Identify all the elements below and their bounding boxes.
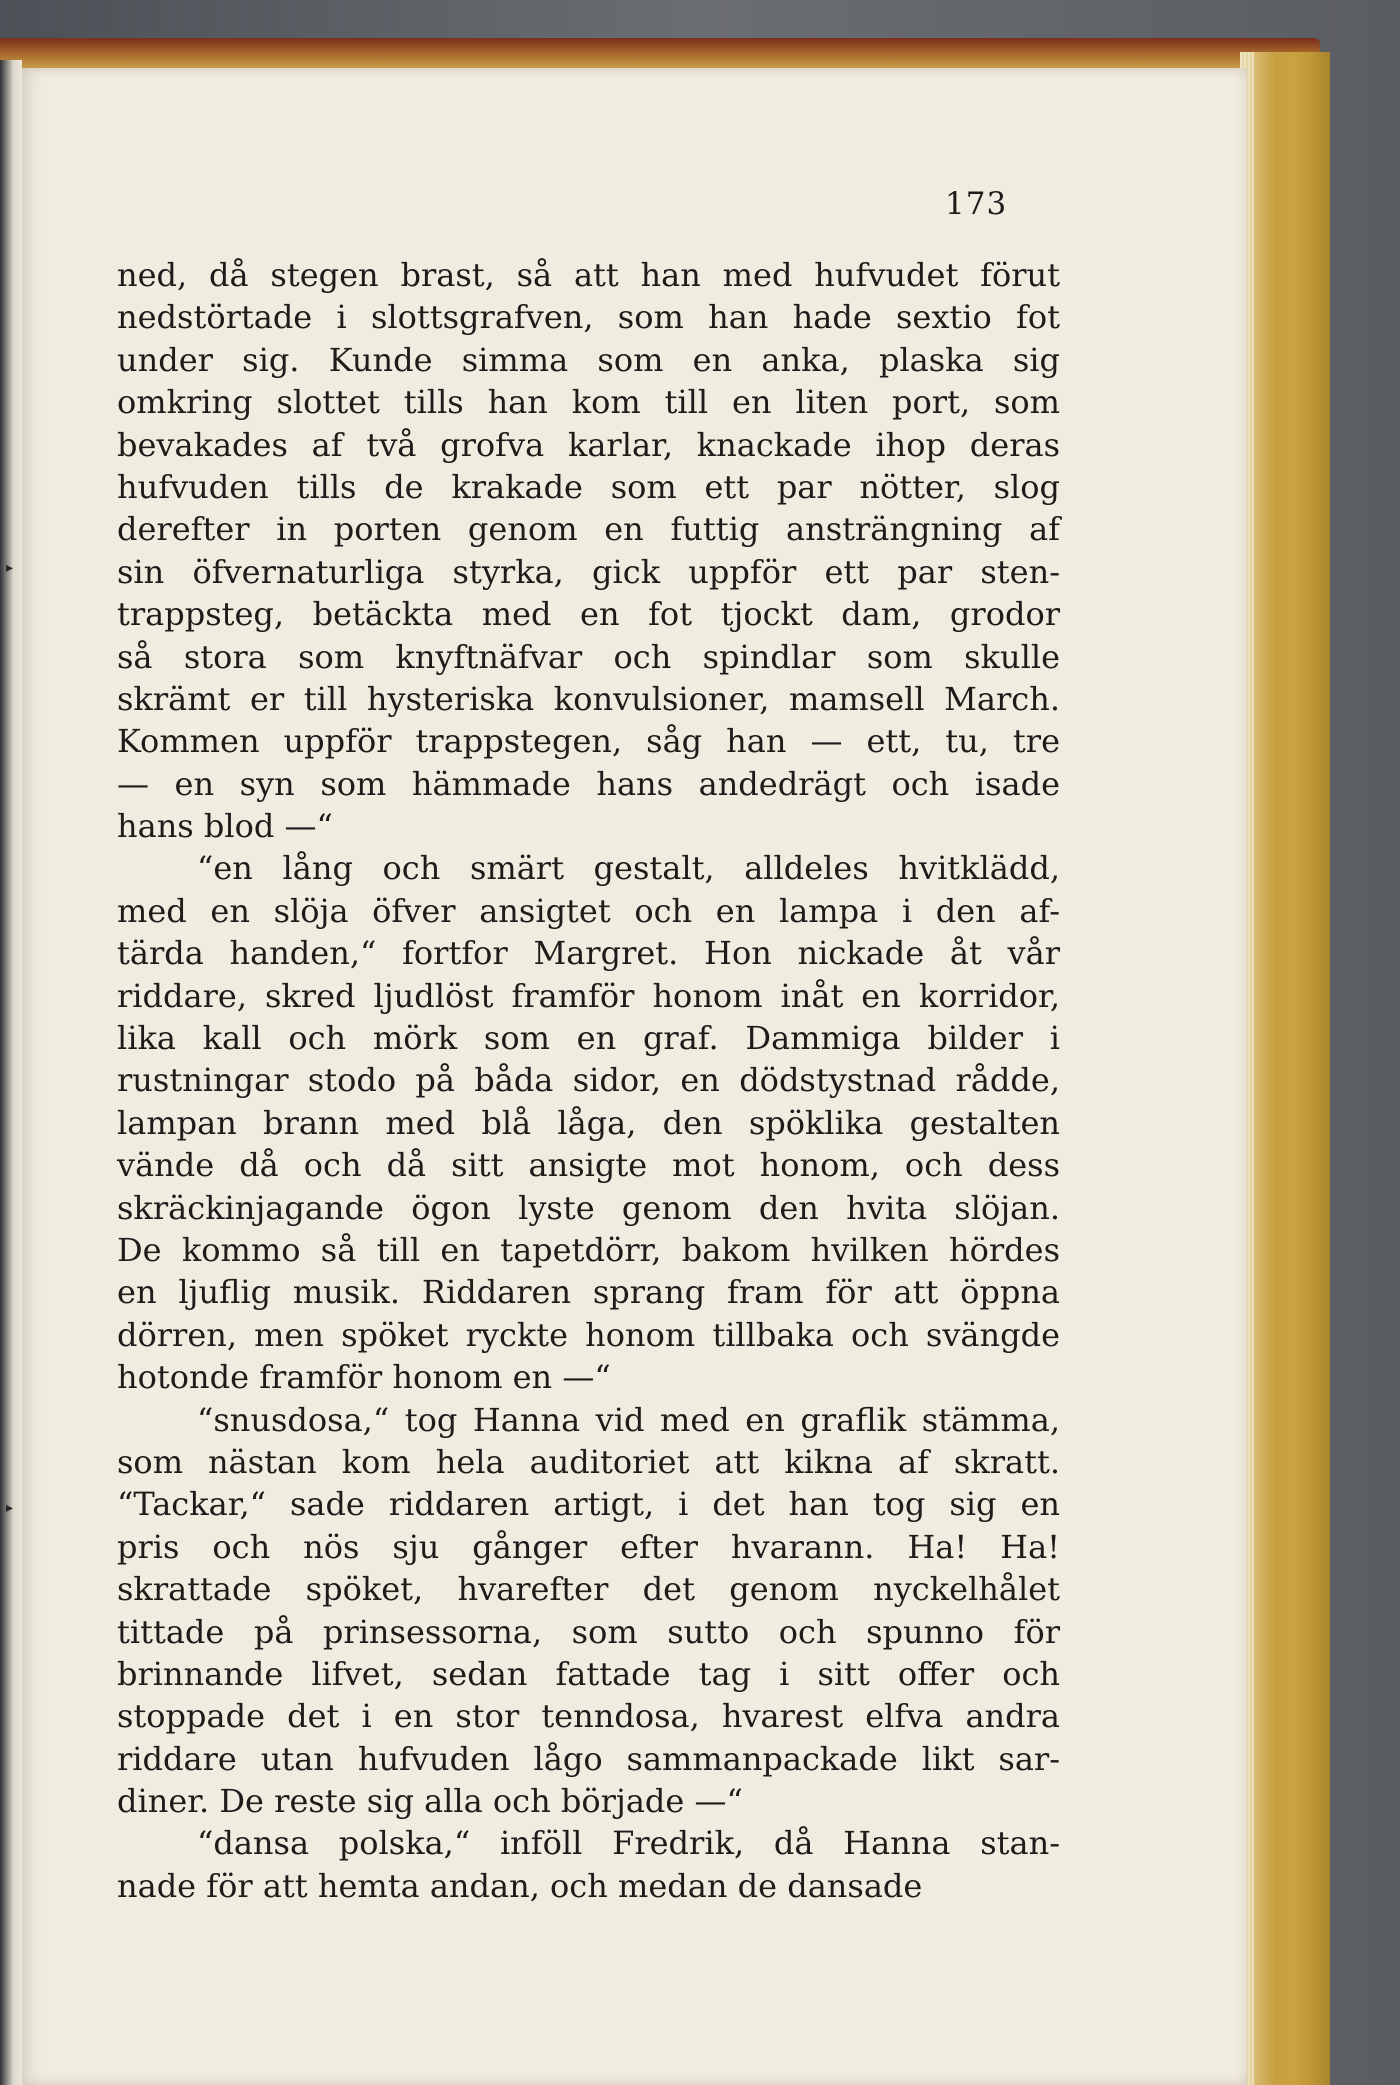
text-line: så stora som knyftnäfvar och spindlar som skulle [117,637,1060,676]
text-line: dörren, men spöket ryckte honom tillbaka och svängde [117,1315,1060,1354]
text-line: pris och nös sju gånger efter hvarann. Ha! Ha! [117,1527,1060,1566]
text-line: stoppade det i en stor tenndosa, hvarest elfva andra [117,1697,1060,1736]
margin-mark-icon: ▸ [6,560,14,576]
text-line: bevakades af två grofva karlar, knackade ihop deras [117,425,1060,464]
text-line: hotonde framför honom en —“ [117,1358,611,1397]
text-line: nade för att hemta andan, och medan de dansade [117,1866,923,1905]
text-line: vände då och då sitt ansigte mot honom, och dess [117,1146,1060,1185]
text-line: “Tackar,“ sade riddaren artigt, i det han tog sig en [117,1485,1060,1524]
text-line: trappsteg, betäckta med en fot tjockt dam, grodor [117,595,1060,634]
text-line: derefter in porten genom en futtig ansträngning af [117,510,1060,549]
page-edges [1240,52,1330,2085]
text-line: nedstörtade i slottsgrafven, som han hade sextio fot [117,298,1060,337]
text-line: ned, då stegen brast, så att han med hufvudet förut [117,256,1060,294]
text-line: som nästan kom hela auditoriet att kikna af skratt. [117,1442,1060,1481]
text-line: med en slöja öfver ansigtet och en lampa i den af- [117,891,1060,930]
text-line: Kommen uppför trappstegen, såg han — ett, tu, tre [117,722,1060,761]
text-line: tittade på prinsessorna, som sutto och spunno för [117,1612,1060,1651]
text-line: sin öfvernaturliga styrka, gick uppför ett par sten- [117,552,1060,591]
text-line: rustningar stodo på båda sidor, en dödstystnad rådde, [117,1061,1060,1100]
text-line: “en lång och smärt gestalt, alldeles hvitklädd, [197,849,1060,888]
text-line: hufvuden tills de krakade som ett par nötter, slog [117,467,1060,506]
text-line: riddare utan hufvuden lågo sammanpackade likt sar- [117,1739,1060,1778]
text-line: brinnande lifvet, sedan fattade tag i sitt offer och [117,1654,1060,1693]
text-line: tärda handen,“ fortfor Margret. Hon nickade åt vår [117,934,1060,973]
text-line: under sig. Kunde simma som en anka, plaska sig [117,340,1060,379]
margin-mark-icon: ▸ [6,1500,14,1516]
text-line: diner. De reste sig alla och började —“ [117,1782,743,1821]
text-line: De kommo så till en tapetdörr, bakom hvilken hördes [117,1230,1060,1269]
text-line: lika kall och mörk som en graf. Dammiga bilder i [117,1019,1060,1058]
text-line: skräckinjagande ögon lyste genom den hvita slöjan. [117,1188,1060,1227]
text-line: “snusdosa,“ tog Hanna vid med en graflik stämma, [197,1400,1060,1439]
text-line: riddare, skred ljudlöst framför honom inåt en korridor, [117,976,1060,1015]
page-number: 173 [945,186,1008,222]
text-line: “dansa polska,“ inföll Fredrik, då Hanna stan- [197,1824,1060,1863]
text-line: omkring slottet tills han kom till en liten port, som [117,383,1060,422]
text-line: skrattade spöket, hvarefter det genom nyckelhålet [117,1570,1060,1609]
book-gutter [0,60,22,2085]
body-text [117,254,1060,1907]
text-line: hans blod —“ [117,807,333,846]
text-line: — en syn som hämmade hans andedrägt och isade [117,764,1060,803]
text-line: skrämt er till hysteriska konvulsioner, mamsell March. [117,679,1060,718]
text-line: lampan brann med blå låga, den spöklika gestalten [117,1103,1060,1142]
text-line: en ljuflig musik. Riddaren sprang fram för att öppna [117,1273,1060,1312]
